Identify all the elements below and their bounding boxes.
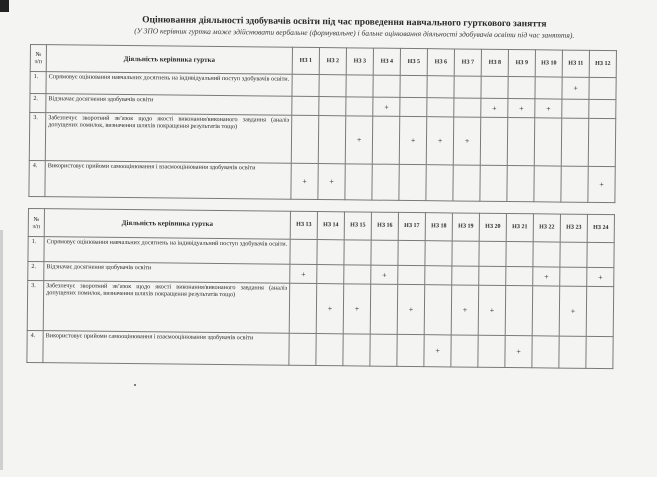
row-activity-text: Відзначає досягнення здобувачів освіти [46,94,292,116]
mark-cell [505,286,533,336]
header-column: НЗ 11 [562,50,589,77]
header-column: НЗ 13 [290,211,317,239]
mark-cell [424,285,452,335]
table-row [27,330,613,368]
mark-cell: + [562,77,589,99]
row-number: 4. [29,160,45,196]
mark-cell [319,97,346,116]
mark-cell [425,266,452,285]
mark-cell [534,166,561,202]
mark-cell: + [505,336,532,368]
header-column: НЗ 17 [398,212,425,240]
mark-cell [454,76,481,98]
mark-cell [373,75,400,97]
mark-cell: + [508,99,535,118]
header-column: НЗ 21 [506,214,533,242]
header-column: НЗ 10 [535,50,562,77]
page-title: Оцінювання діяльності здобувачів освіти під час проведення навчального гурткового заняття [142,15,547,30]
header-column: НЗ 14 [317,212,344,240]
mark-cell [317,240,344,265]
row-number: 4. [27,330,43,362]
row-number: 1. [28,237,44,262]
mark-cell [452,241,479,266]
row-activity-text: Забезпечує зворотний зв’язок щодо якості виконання/виконаного завдання (аналіз допущених помилок, визначення шляхів покращення результатів тощо) [43,281,290,334]
mark-cell [560,267,587,286]
header-column: НЗ 8 [481,49,508,76]
mark-cell [589,99,616,118]
row-activity-text: Використовує прийоми самооцінювання і взаємооцінювання здобувачів освіти [43,331,289,366]
mark-cell: + [559,286,587,336]
mark-cell [480,165,507,201]
header-num: № з/п [28,209,44,237]
mark-cell [560,242,587,267]
mark-cell [289,283,317,333]
mark-cell [398,265,425,284]
mark-cell [506,267,533,286]
row-activity-text: Спрямовує оцінювання навчальних досягнень на індивідуальний поступ здобувачів освіти. [44,237,290,265]
mark-cell [316,334,343,366]
mark-cell [344,265,371,284]
mark-cell: + [316,284,344,334]
mark-cell [318,116,346,164]
header-column: НЗ 7 [454,49,481,76]
header-column: НЗ 19 [452,213,479,241]
header-column: НЗ 24 [587,214,614,242]
mark-cell [586,336,613,368]
mark-cell [346,75,373,97]
row-number: 1. [30,72,46,94]
mark-cell [480,117,508,165]
mark-cell: + [371,265,398,284]
mark-cell: + [318,164,345,200]
scan-corner-mark [0,0,9,12]
mark-cell: + [343,284,371,334]
row-activity-text: Спрямовує оцінювання навчальних досягнень на індивідуальний поступ здобувачів освіти. [46,72,292,97]
mark-cell [507,118,535,166]
header-column: НЗ 4 [373,48,400,75]
mark-cell [400,97,427,116]
mark-cell [370,334,397,366]
mark-cell [343,334,370,366]
row-activity-text: Відзначає досягнення здобувачів освіти [44,262,290,284]
row-activity-text: Використовує прийоми самооцінювання і взаємооцінювання здобувачів освіти [45,161,291,200]
mark-cell: + [399,116,427,164]
mark-cell [371,240,398,265]
mark-cell: + [478,285,506,335]
mark-cell [535,77,562,99]
row-number: 3. [29,113,46,161]
header-column: НЗ 3 [346,48,373,75]
row-number: 2. [30,94,46,113]
mark-cell [532,286,560,336]
header-activity: Діяльність керівника гуртка [46,45,292,75]
header-column: НЗ 1 [292,47,319,74]
mark-cell: + [587,267,614,286]
mark-cell [451,335,478,367]
mark-cell [425,241,452,266]
scan-edge-shadow [0,230,3,470]
mark-cell: + [481,98,508,117]
header-column: НЗ 5 [400,48,427,75]
header-column: НЗ 23 [560,214,587,242]
header-column: НЗ 22 [533,214,560,242]
mark-cell [345,164,372,200]
mark-cell [427,98,454,117]
header-activity: Діяльність керівника гуртка [44,209,290,240]
page-subtitle: (У ЗПО керівник гуртка може здійснювати вербальне (формувальне) і бальне оцінювання діяльності здобувачів освіти під час заняття). [134,26,575,40]
mark-cell [479,241,506,266]
mark-cell [292,74,319,96]
mark-cell [397,334,424,366]
header-column: НЗ 2 [319,48,346,75]
mark-cell [398,240,425,265]
mark-cell: + [291,163,318,199]
header-column: НЗ 12 [589,50,616,77]
mark-cell [399,164,426,200]
mark-cell: + [345,116,373,164]
header-column: НЗ 6 [427,49,454,76]
stray-dot [134,384,136,386]
document-sheet [22,8,647,41]
mark-cell [533,242,560,267]
mark-cell: + [453,117,481,165]
mark-cell [588,118,616,166]
header-column: НЗ 16 [371,212,398,240]
mark-cell [453,165,480,201]
mark-cell [344,240,371,265]
mark-cell: + [397,284,425,334]
row-activity-text: Забезпечує зворотний зв’язок щодо якості виконання/виконаного завдання (аналіз допущених помилок, визначення шляхів покращення результатів тощо) [45,113,291,164]
header-column: НЗ 18 [425,213,452,241]
row-number: 2. [28,262,44,281]
mark-cell: + [588,166,615,202]
row-number: 3. [27,281,44,331]
mark-cell: + [533,267,560,286]
mark-cell [400,75,427,97]
mark-cell [292,96,319,115]
mark-cell [562,99,589,118]
mark-cell [506,242,533,267]
mark-cell: + [426,117,454,165]
mark-cell [372,164,399,200]
mark-cell [319,75,346,97]
mark-cell [589,77,616,99]
header-column: НЗ 20 [479,213,506,241]
mark-cell [479,266,506,285]
mark-cell: + [424,335,451,367]
mark-cell [372,116,400,164]
mark-cell [426,165,453,201]
mark-cell [291,115,319,163]
evaluation-table-1 [28,44,617,203]
mark-cell [317,265,344,284]
mark-cell [559,336,586,368]
mark-cell [508,77,535,99]
mark-cell [346,97,373,116]
evaluation-table-2 [26,208,615,369]
mark-cell [427,76,454,98]
mark-cell [290,239,317,264]
mark-cell [534,118,562,166]
mark-cell [587,242,614,267]
mark-cell [561,166,588,202]
mark-cell: + [535,99,562,118]
header-column: НЗ 15 [344,212,371,240]
mark-cell [370,284,398,334]
mark-cell [507,166,534,202]
mark-cell [478,335,505,367]
mark-cell [586,286,614,336]
table-row [29,160,615,202]
mark-cell: + [290,264,317,283]
mark-cell [454,98,481,117]
mark-cell: + [451,285,479,335]
mark-cell [561,118,589,166]
mark-cell [289,333,316,365]
mark-cell: + [373,97,400,116]
mark-cell [532,336,559,368]
header-num: № з/п [30,45,46,72]
mark-cell [481,76,508,98]
table-row [27,281,613,337]
table-row [29,113,615,167]
mark-cell [452,266,479,285]
header-column: НЗ 9 [508,50,535,77]
